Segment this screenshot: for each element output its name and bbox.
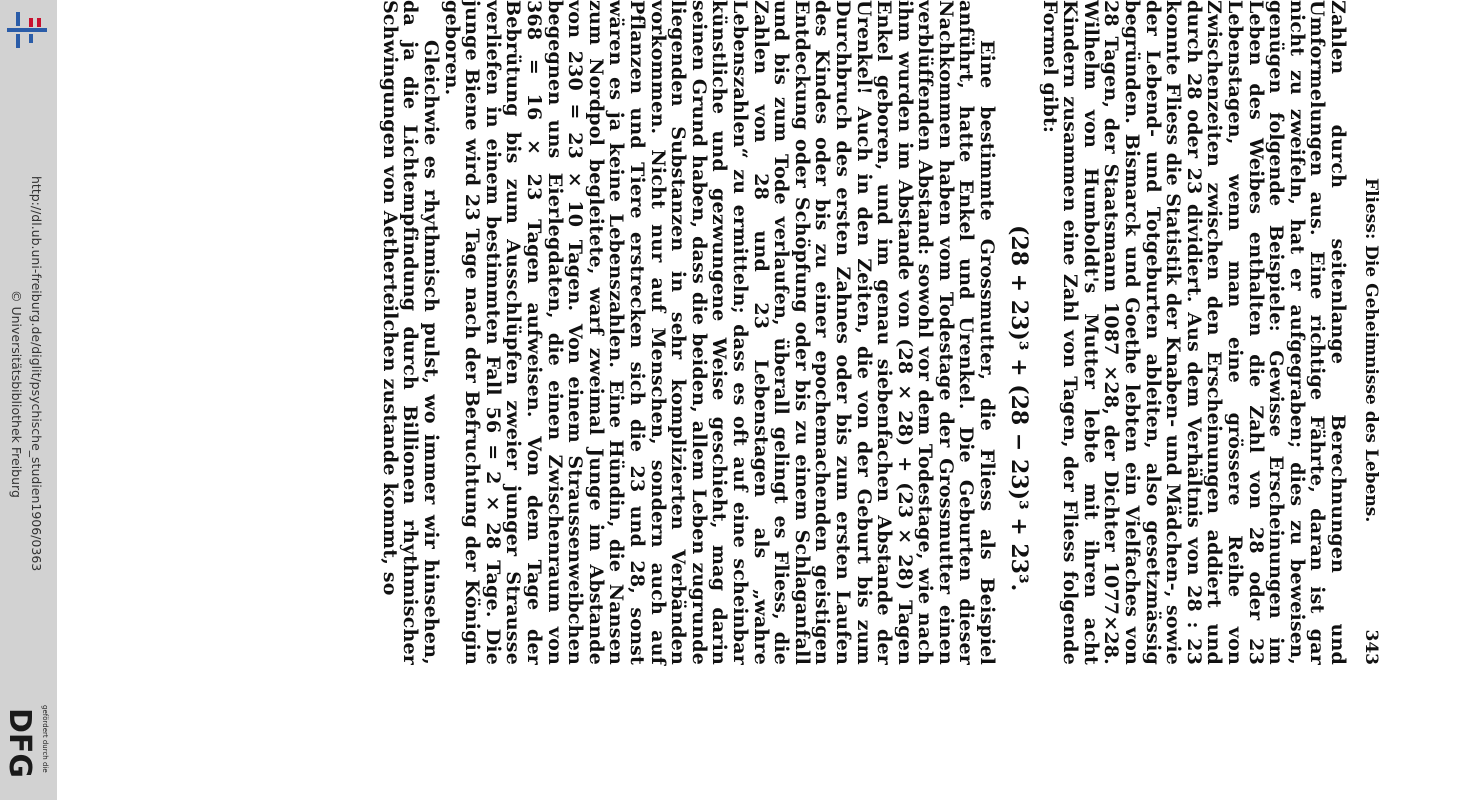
page-body [379,0,1348,665]
paragraph-3: Gleichwie es rhythmisch pulst, wo immer wir hinsehen, da ja die Lichtempfindung durch Billionen rhythmischer Schwingungen von Aetherteilchen zustande kommt, so [378,0,443,665]
scanned-page [185,0,1385,800]
formula: (28 + 23)³ + (28 − 23)³ + 23³. [1006,225,1033,592]
running-header [1355,0,1385,665]
source-url[interactable]: http://dl.ub.uni-freiburg.de/diglit/psychische_studien1906/0363 [29,176,44,572]
paragraph-2: Eine bestimmte Grossmutter, die Fliess als Beispiel anführt, hatte Enkel und Urenkel. Die Geburten dieser Nachkommen haben vom Todestage der Grossmutter einen verblüffenden Abstand: sowohl vor dem Todestage, wie nach ihm wurden im Abstande von (28 × 28) + (23 × 28) Tagen Enkel geboren, und im genau siebenfachen Abstande der Urenkel! Auch in den Zeiten, die von der Geburt bis zum Durchbruch des ersten Zahnes oder bis zum ersten Laufen des Kindes oder bis zu einer epochemachenden geistigen Entdeckung oder Schöpfung oder bis zu einem Schlaganfall und bis zum Tode verlaufen, überall gelingt es Fliess, die Zahlen von 28 und 23 Lebenstagen als „wahre Lebenszahlen“ zu ermitteln; dass es oft auf eine scheinbar künstliche und gezwungene Weise geschieht, mag darin seinen Grund haben, dass die beiden, allem Leben zugrunde liegenden Substanzen in sehr komplizierten Verbänden vorkommen. Nicht nur auf Menschen, sondern auch auf Pflanzen und Tiere erstrecken sich die 23 und 28, sonst wären es ja keine Lebenszahlen. Eine Hündin, die Nansen zum Nordpol begleitete, warf zweimal Junge im Abstande von 230 = 23 × 10 Tagen. Von einem Straussenweibchen begegnen uns Eierlegdaten, die einen Zwischenraum von 368 = 16 × 23 Tagen aufweisen. Von dem Tage der Bebrütung bis zum Ausschlüpfen zweier junger Strausse verliefen in einem bestimmten Fall 56 = 2 × 28 Tage. Die junge Biene wird 23 Tage nach der Befruchtung der Königin geboren. [440,0,999,665]
funding-note: gefördert durch die [41,705,49,773]
running-title: Fliess: Die Geheimnisse des Lebens. [1361,178,1381,523]
copyright-notice: © Universitätsbibliothek Freiburg [9,290,24,498]
dfg-logo [2,706,40,790]
library-sidebar [0,0,57,800]
svg-text:DFG: DFG [2,708,37,779]
university-library-logo [5,10,49,52]
page-number: 343 [1361,629,1381,665]
paragraph-1: Zahlen durch seitenlange Berechnungen und Umformelungen aus. Eine richtige Fährte, daran ist gar nicht zu zweifeln, hat er aufgegraben; dies zu beweisen, genügen folgende Beispiele: Gewisse Erscheinungen im Leben des Weibes enthalten die Zahl von 28 oder 23 Lebenstagen, wenn man eine grössere Reihe von Zwischenzeiten zwischen den Erscheinungen addiert und durch 28 oder 23 dividiert. Aus dem Verhältnis von 28 : 23 konnte Fliess die Statistik der Knaben- und Mädchen-, sowie der Lebend- und Totgeburten ableiten, also gesetzmässig begründen. Bismarck und Goethe lebten ein Vielfaches von 28 Tagen, der Staatsmann 1087 ×28, der Dichter 1077×28. Wilhelm von Humboldt's Mutter lebte mit ihren acht Kindern zusammen eine Zahl von Tagen, der Fliess folgende Formel gibt: [1038,0,1349,665]
